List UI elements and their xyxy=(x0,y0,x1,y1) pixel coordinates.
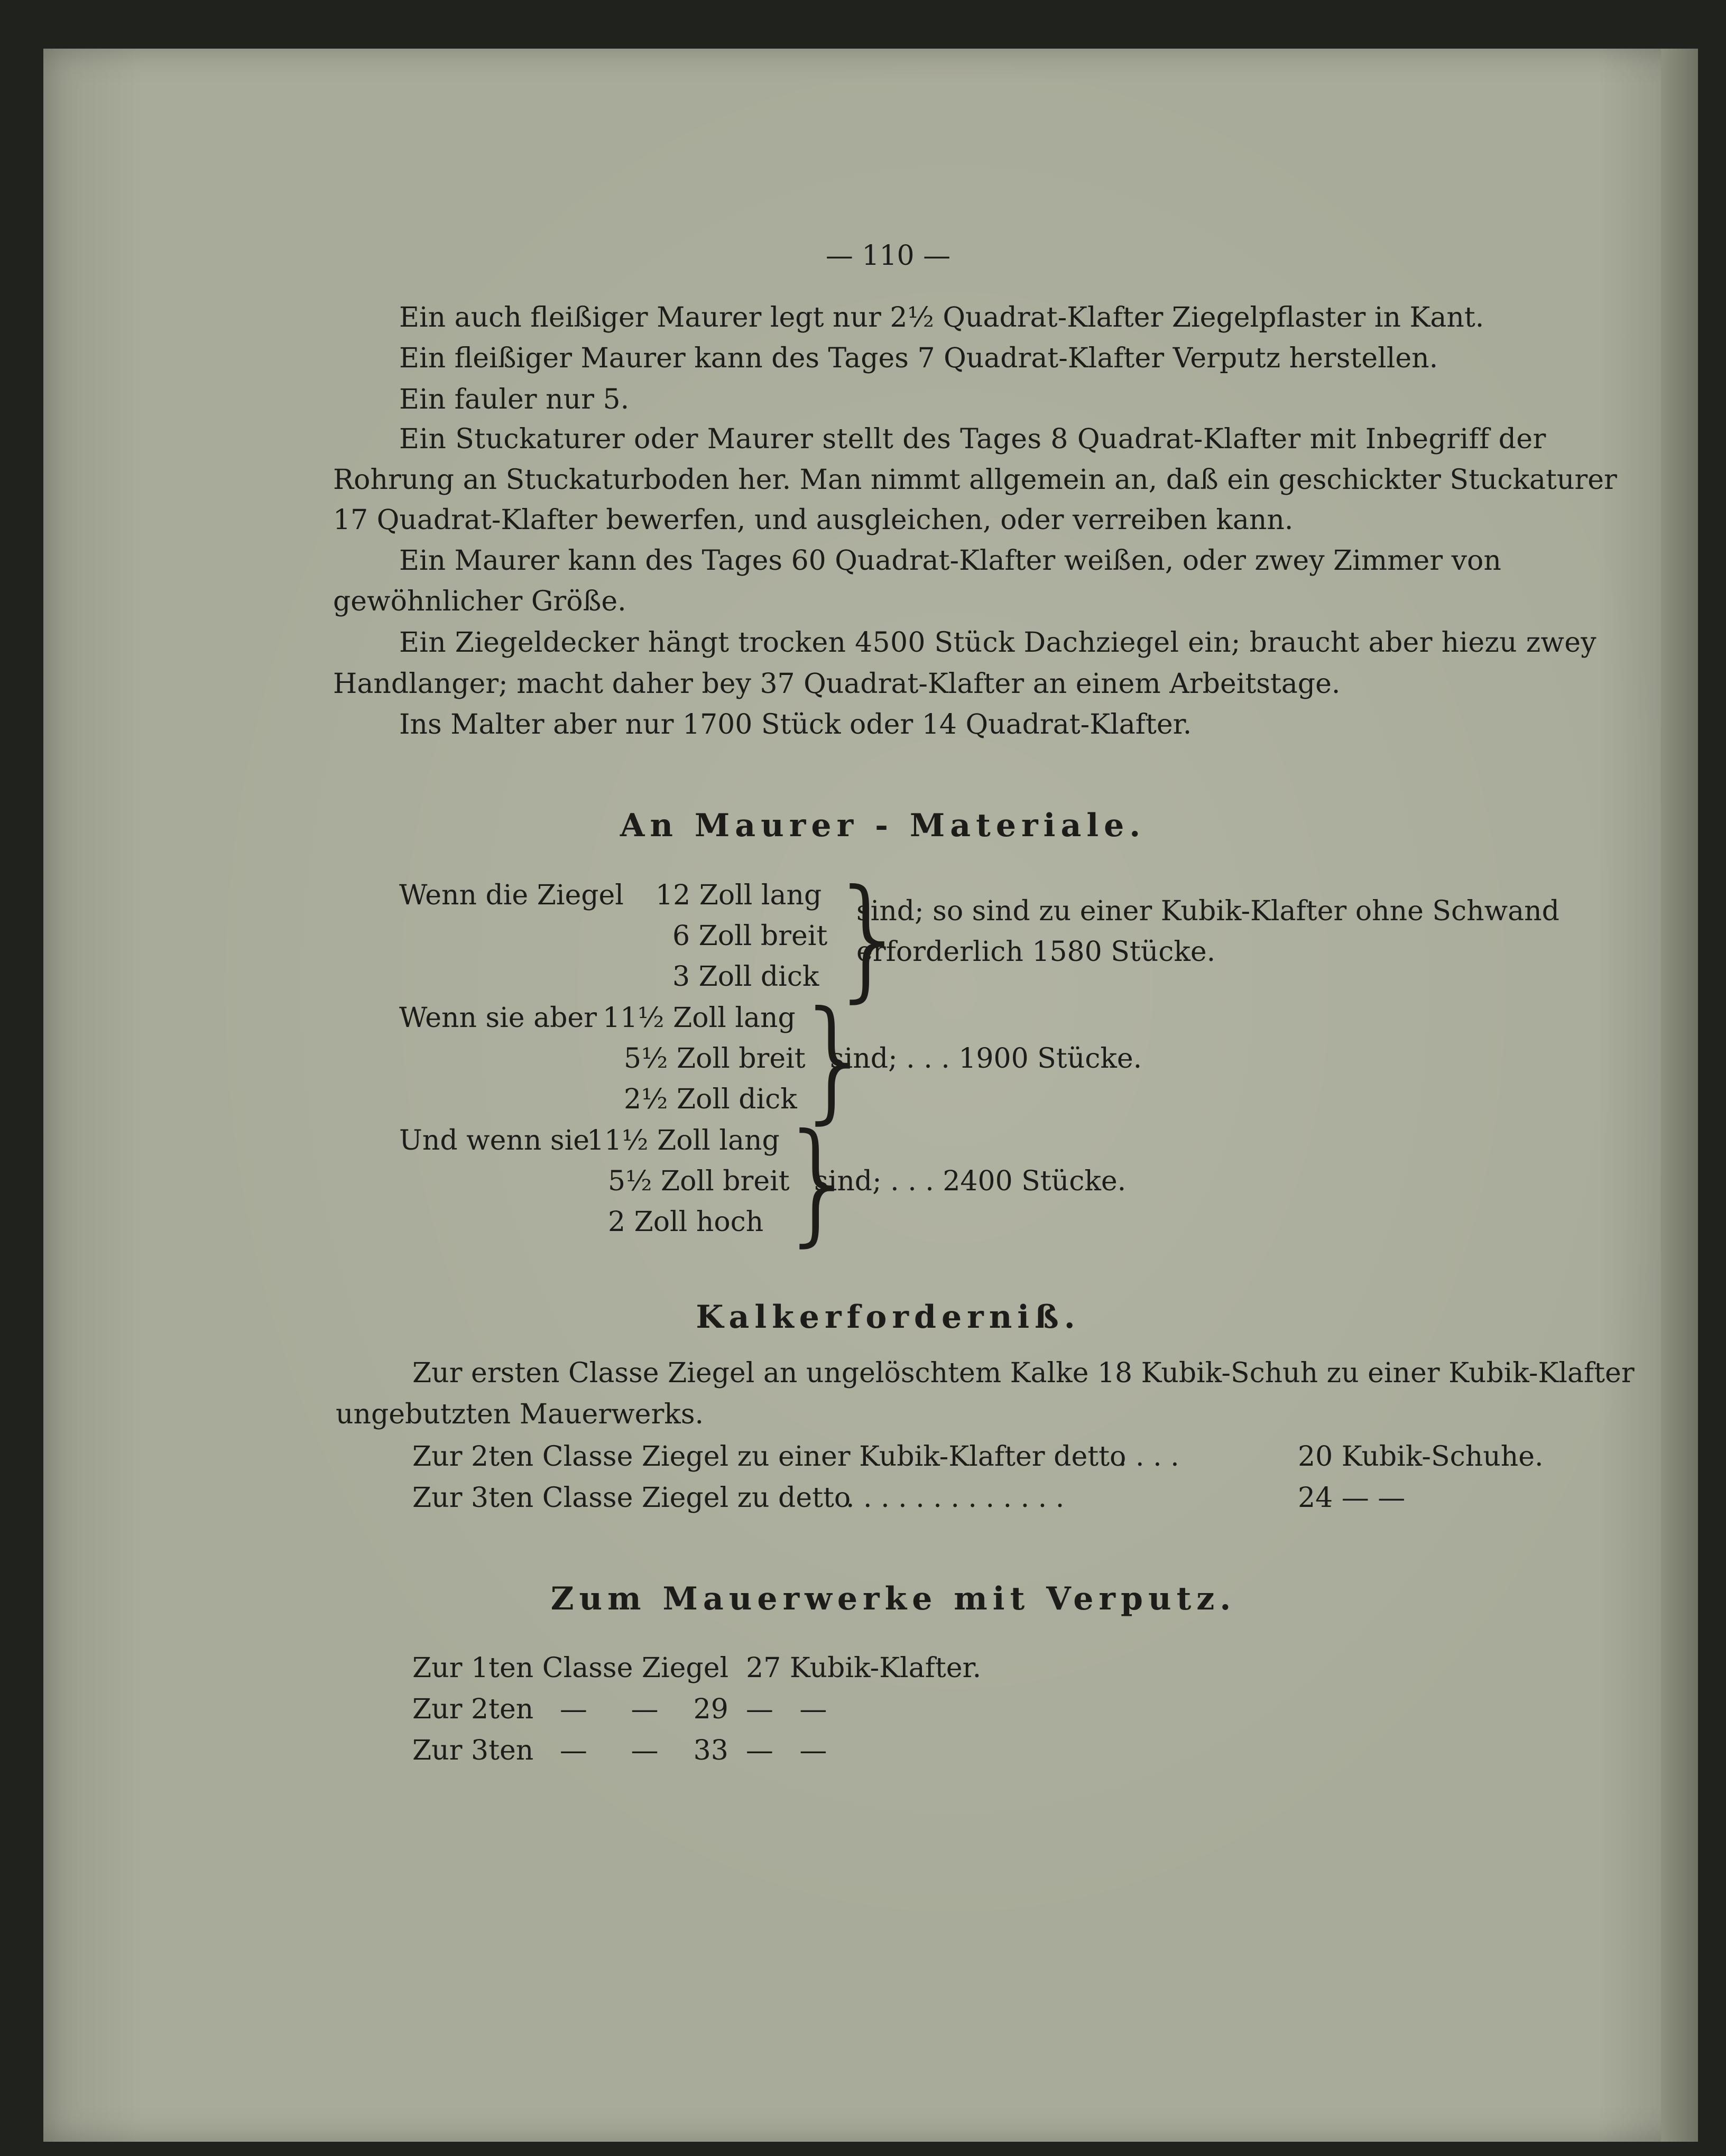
group3-dimension: 11½ Zoll lang xyxy=(587,1125,780,1156)
group2-dimension: 2½ Zoll dick xyxy=(624,1084,797,1115)
paragraph-line: Ein Stuckaturer oder Maurer stellt des Tages 8 Quadrat-Klafter mit Inbegriff der xyxy=(399,423,1546,455)
paragraph-line: Rohrung an Stuckaturboden her. Man nimmt allgemein an, daß ein geschickter Stuckaturer xyxy=(333,464,1617,496)
paragraph-line: Handlanger; macht daher bey 37 Quadrat-Klafter an einem Arbeitstage. xyxy=(333,668,1341,700)
table-row: Zur 2ten — — 29 — — xyxy=(412,1694,827,1725)
group1-brace: } xyxy=(827,861,912,1015)
group2-lead: Wenn sie aber xyxy=(399,1002,597,1034)
section-heading-maurer-materiale: An Maurer - Materiale. xyxy=(620,807,1146,844)
table-row-value: 20 Kubik-Schuhe. xyxy=(1298,1441,1544,1473)
group3-result: sind; . . . 2400 Stücke. xyxy=(814,1165,1127,1197)
group1-lead: Wenn die Ziegel xyxy=(399,880,624,911)
paragraph-line: Ein Ziegeldecker hängt trocken 4500 Stück Dachziegel ein; braucht aber hiezu zwey xyxy=(399,627,1596,659)
paragraph-line: Ein Maurer kann des Tages 60 Quadrat-Klafter weißen, oder zwey Zimmer von xyxy=(399,545,1501,577)
group3-dimension: 5½ Zoll breit xyxy=(608,1165,790,1197)
group2-brace: } xyxy=(793,983,878,1136)
section-heading-kalkerforderniss: Kalkerforderniß. xyxy=(696,1299,1081,1336)
page-number: — 110 — xyxy=(825,240,951,272)
group1-result: erforderlich 1580 Stücke. xyxy=(856,936,1216,968)
group2-dimension: 11½ Zoll lang xyxy=(603,1002,796,1034)
paragraph-line: Ein fauler nur 5. xyxy=(399,384,630,415)
paragraph-line: Ins Malter aber nur 1700 Stück oder 14 Quadrat-Klafter. xyxy=(399,709,1192,741)
table-row-dots: . . . . xyxy=(1118,1441,1179,1473)
group3-lead: Und wenn sie xyxy=(399,1125,590,1156)
section-heading-mauerwerke-verputz: Zum Mauerwerke mit Verputz. xyxy=(550,1580,1236,1617)
group2-result: sind; . . . 1900 Stücke. xyxy=(830,1043,1142,1075)
table-row-dots: . . . . . . . . . . . . . xyxy=(846,1482,1065,1514)
table-row: Zur 1ten Classe Ziegel 27 Kubik-Klafter. xyxy=(412,1652,982,1684)
paragraph-line: 17 Quadrat-Klafter bewerfen, und ausgleichen, oder verreiben kann. xyxy=(333,504,1294,536)
group1-dimension: 3 Zoll dick xyxy=(672,961,819,993)
group1-dimension: 12 Zoll lang xyxy=(656,880,822,911)
paragraph-line: gewöhnlicher Größe. xyxy=(333,586,626,617)
paragraph-line: ungebutzten Mauerwerks. xyxy=(336,1399,704,1430)
paragraph-line: Ein fleißiger Maurer kann des Tages 7 Quadrat-Klafter Verputz herstellen. xyxy=(399,343,1438,374)
page-spine xyxy=(1661,49,1698,2142)
paragraph-line: Ein auch fleißiger Maurer legt nur 2½ Quadrat-Klafter Ziegelpflaster in Kant. xyxy=(399,302,1484,334)
group3-brace: } xyxy=(777,1105,862,1259)
group2-dimension: 5½ Zoll breit xyxy=(624,1043,806,1075)
table-row-label: Zur 2ten Classe Ziegel zu einer Kubik-Klafter detto xyxy=(412,1441,1127,1473)
table-row-value: 24 — — xyxy=(1298,1482,1406,1514)
group3-dimension: 2 Zoll hoch xyxy=(608,1206,764,1238)
table-row: Zur 3ten — — 33 — — xyxy=(412,1735,827,1766)
group1-result: sind; so sind zu einer Kubik-Klafter ohne Schwand xyxy=(856,895,1559,927)
group1-dimension: 6 Zoll breit xyxy=(672,920,828,952)
table-row-label: Zur 3ten Classe Ziegel zu detto xyxy=(412,1482,851,1514)
paragraph-line: Zur ersten Classe Ziegel an ungelöschtem Kalke 18 Kubik-Schuh zu einer Kubik-Klafter xyxy=(412,1357,1635,1389)
